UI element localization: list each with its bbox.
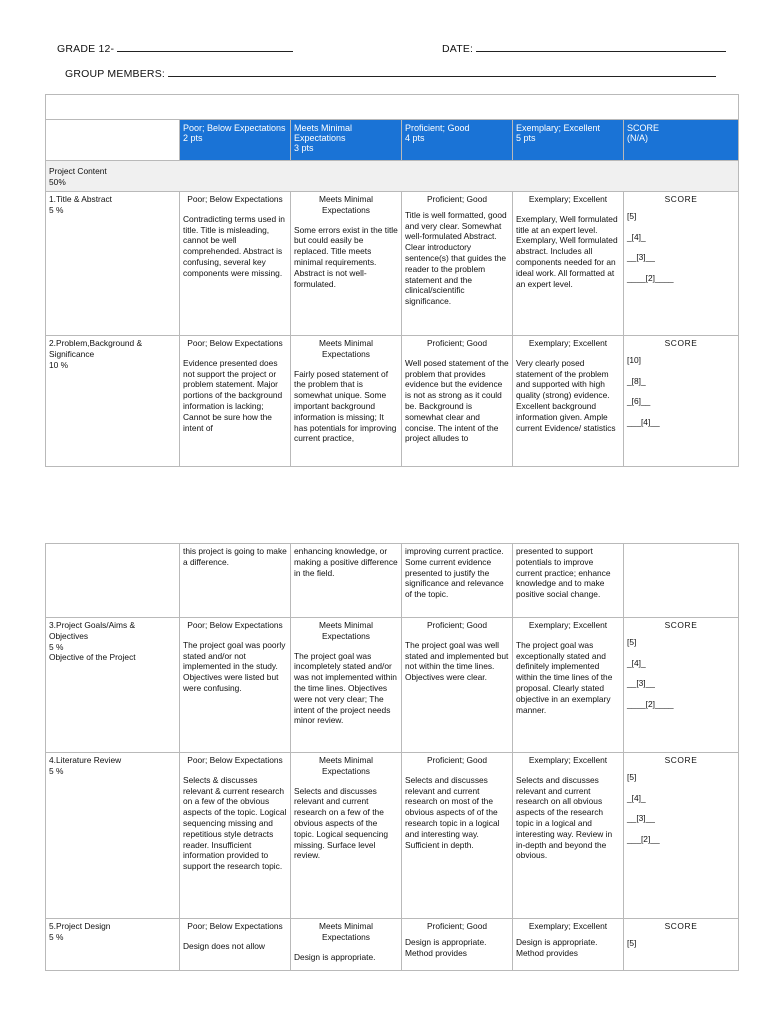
- exemplary-cell: Exemplary; Excellent Selects and discusses relevant and current research on all obvious aspects of the research topic in a logical and interesting way. Review in in-depth and beyond the obvious.: [513, 753, 624, 919]
- proficient-cell: improving current practice. Some current evidence presented to justify the significance and relevance of the topic.: [402, 544, 513, 618]
- col-header-score: SCORE (N/A): [624, 120, 739, 161]
- score-cell[interactable]: SCORE [5] _[4]_ __[3]__ ____[2]____: [624, 618, 739, 753]
- date-blank[interactable]: [476, 42, 726, 52]
- poor-cell: Poor; Below Expectations Selects & discusses relevant & current research on a few of the obvious aspects of the topic. Logical sequencing missing and repetitious style detracts reader. Insufficient information provided to support the research topic.: [180, 753, 291, 919]
- poor-cell: Poor; Below Expectations The project goal was poorly stated and/or not implemented in the study. Objectives were listed but were confusing.: [180, 618, 291, 753]
- criterion-row-title-abstract: [46, 192, 739, 336]
- poor-cell: this project is going to make a difference.: [180, 544, 291, 618]
- score-cell[interactable]: SCORE [5]: [624, 919, 739, 971]
- criterion-cell: 2.Problem,Background & Significance 10 %: [46, 336, 180, 467]
- criterion-row-goals-objectives: [46, 618, 739, 753]
- score-cell[interactable]: SCORE [10] _[8]_ _[6]__ ___[4]__: [624, 336, 739, 467]
- exemplary-cell: Exemplary; Excellent Exemplary, Well formulated title at an expert level. Exemplary, Well formulated abstract. Includes all components needed for an ideal work. All formatted at an expert level.: [513, 192, 624, 336]
- col-header-exemplary: Exemplary; Excellent 5 pts: [513, 120, 624, 161]
- proficient-cell: Proficient; Good Selects and discusses relevant and current research on most of the obvious aspects of of the research topic in a logical and interesting way. Sufficient in depth.: [402, 753, 513, 919]
- title-row: [46, 95, 739, 120]
- criterion-cell: 3.Project Goals/Aims & Objectives 5 % Objective of the Project: [46, 618, 180, 753]
- date-label: DATE:: [442, 43, 474, 55]
- section-pct: 50%: [49, 176, 66, 187]
- meets-cell: enhancing knowledge, or making a positive difference in the field.: [291, 544, 402, 618]
- grade-label: GRADE 12-: [57, 43, 115, 55]
- grade-blank[interactable]: [117, 42, 293, 52]
- date-line: [442, 42, 726, 55]
- rubric-table-page2: [45, 543, 739, 971]
- poor-cell: Poor; Below Expectations Contradicting terms used in title. Title is misleading, cannot be well comprehended. Abstract is confusing, several key components were missing.: [180, 192, 291, 336]
- rubric-table-page1: [45, 94, 739, 467]
- score-cell[interactable]: SCORE [5] _[4]_ __[3]__ ____[2]____: [624, 192, 739, 336]
- exemplary-cell: Exemplary; Excellent Design is appropriate. Method provides: [513, 919, 624, 971]
- group-blank[interactable]: [168, 67, 716, 77]
- proficient-cell: Proficient; Good Design is appropriate. Method provides: [402, 919, 513, 971]
- grade-line: [57, 42, 293, 55]
- criterion-row-literature-review: [46, 753, 739, 919]
- section-cell: [46, 161, 739, 192]
- score-cell[interactable]: [624, 544, 739, 618]
- col-header-meets: Meets Minimal Expectations 3 pts: [291, 120, 402, 161]
- criterion-row-problem-background: [46, 336, 739, 467]
- criterion-cell: 4.Literature Review 5 %: [46, 753, 180, 919]
- header-empty-cell: [46, 120, 180, 161]
- col-header-poor: Poor; Below Expectations 2 pts: [180, 120, 291, 161]
- meets-cell: Meets Minimal Expectations Some errors exist in the title but could easily be replaced. Title meets minimal requirements. Abstract is not well-formulated.: [291, 192, 402, 336]
- proficient-cell: Proficient; Good Well posed statement of the problem that provides evidence but the evidence is not as strong as it could be. Background is somewhat clear and concise. The intent of the project alludes to: [402, 336, 513, 467]
- meets-cell: Meets Minimal Expectations Selects and discusses relevant and current research on a few of the obvious aspects of the topic. Logical sequencing missing. Surface level review.: [291, 753, 402, 919]
- section-row: [46, 161, 739, 192]
- poor-cell: Poor; Below Expectations Design does not allow: [180, 919, 291, 971]
- poor-cell: Poor; Below Expectations Evidence presented does not support the project or problem statement. Major portions of the background information is lacking; Cannot be sure how the intent of: [180, 336, 291, 467]
- group-label: GROUP MEMBERS:: [65, 68, 166, 80]
- meets-cell: Meets Minimal Expectations Fairly posed statement of the problem that is somewhat unique. Some important background information is missing; It has potentials for improving current practice,: [291, 336, 402, 467]
- proficient-cell: Proficient; Good Title is well formatted, good and very clear. Somewhat well-formulated Abstract. Clear introductory sentence(s) that guides the reader to the problem statement and the clinical/scientific significance.: [402, 192, 513, 336]
- group-line: [65, 67, 716, 80]
- title-cell: [46, 95, 739, 120]
- header-row: [46, 120, 739, 161]
- criterion-cell: [46, 544, 180, 618]
- criterion-row-problem-continued: [46, 544, 739, 618]
- exemplary-cell: Exemplary; Excellent Very clearly posed statement of the problem and supported with high quality (strong) evidence. Excellent background information given. Ample current Evidence/ statistics: [513, 336, 624, 467]
- criterion-cell: 5.Project Design 5 %: [46, 919, 180, 971]
- meets-cell: Meets Minimal Expectations The project goal was incompletely stated and/or was not implemented within the time lines. Objectives were not very clear; The intent of the project needs minor review.: [291, 618, 402, 753]
- exemplary-cell: Exemplary; Excellent The project goal was exceptionally stated and definitely implemented within the time lines of the proposal. Clearly stated objective in an exemplary manner.: [513, 618, 624, 753]
- score-cell[interactable]: SCORE [5] _[4]_ __[3]__ ___[2]__: [624, 753, 739, 919]
- section-label: Project Content: [49, 166, 107, 176]
- exemplary-cell: presented to support potentials to improve current practice; enhance knowledge and to make positive social change.: [513, 544, 624, 618]
- criterion-row-project-design: [46, 919, 739, 971]
- criterion-cell: 1.Title & Abstract 5 %: [46, 192, 180, 336]
- proficient-cell: Proficient; Good The project goal was well stated and implemented but not within the time lines. Objectives were clear.: [402, 618, 513, 753]
- col-header-proficient: Proficient; Good 4 pts: [402, 120, 513, 161]
- meets-cell: Meets Minimal Expectations Design is appropriate.: [291, 919, 402, 971]
